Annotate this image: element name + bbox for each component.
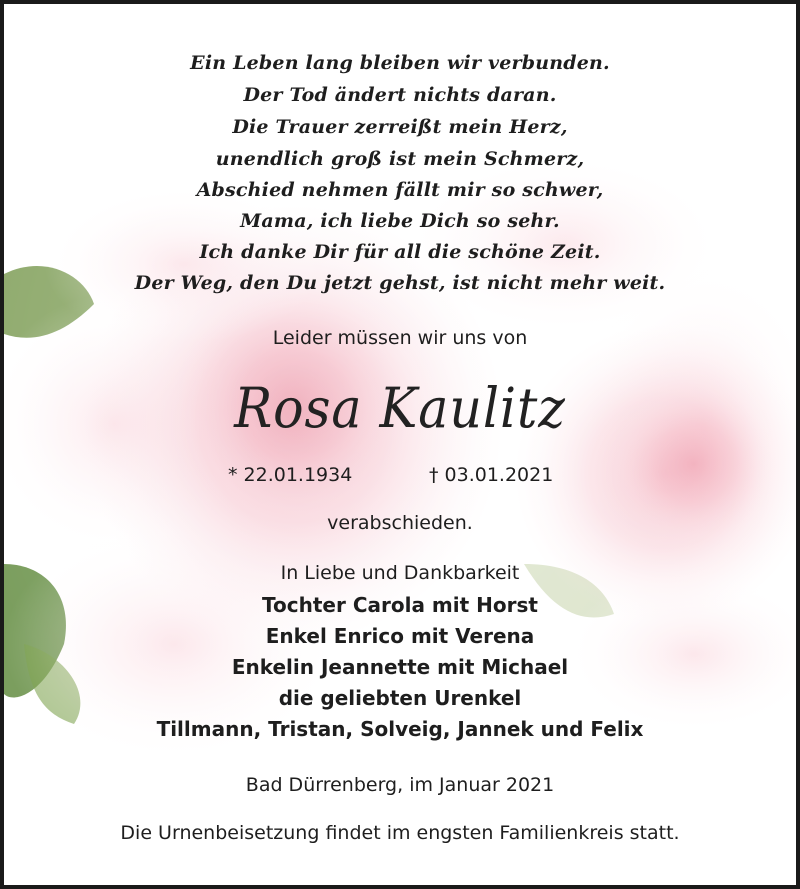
poem-line: Mama, ich liebe Dich so sehr. bbox=[240, 210, 560, 232]
death-date: † 03.01.2021 bbox=[429, 464, 554, 486]
mourner-line: Tillmann, Tristan, Solveig, Jannek und Felix bbox=[156, 717, 644, 741]
birth-date: * 22.01.1934 bbox=[228, 464, 353, 486]
poem-line: Ein Leben lang bleiben wir verbunden. bbox=[190, 52, 610, 74]
burial-note: Die Urnenbeisetzung findet im engsten Familienkreis statt. bbox=[120, 822, 680, 844]
notice-text bbox=[4, 4, 796, 885]
place-date: Bad Dürrenberg, im Januar 2021 bbox=[245, 774, 555, 796]
poem-line: Ich danke Dir für all die schöne Zeit. bbox=[199, 241, 601, 263]
intro-text: Leider müssen wir uns von bbox=[272, 327, 528, 349]
farewell-text: verabschieden. bbox=[327, 512, 473, 534]
mourner-line: die geliebten Urenkel bbox=[278, 686, 522, 710]
signoff-text: In Liebe und Dankbarkeit bbox=[280, 562, 520, 584]
mourner-line: Enkelin Jeannette mit Michael bbox=[231, 655, 569, 679]
mourner-line: Enkel Enrico mit Verena bbox=[265, 624, 535, 648]
poem-line: unendlich groß ist mein Schmerz, bbox=[215, 148, 585, 170]
poem-line: Der Weg, den Du jetzt gehst, ist nicht mehr weit. bbox=[134, 272, 666, 294]
poem-line: Der Tod ändert nichts daran. bbox=[243, 84, 557, 106]
deceased-name: Rosa Kaulitz bbox=[234, 376, 566, 440]
poem-line: Abschied nehmen fällt mir so schwer, bbox=[196, 179, 604, 201]
mourner-line: Tochter Carola mit Horst bbox=[262, 593, 538, 617]
poem-line: Die Trauer zerreißt mein Herz, bbox=[232, 116, 568, 138]
